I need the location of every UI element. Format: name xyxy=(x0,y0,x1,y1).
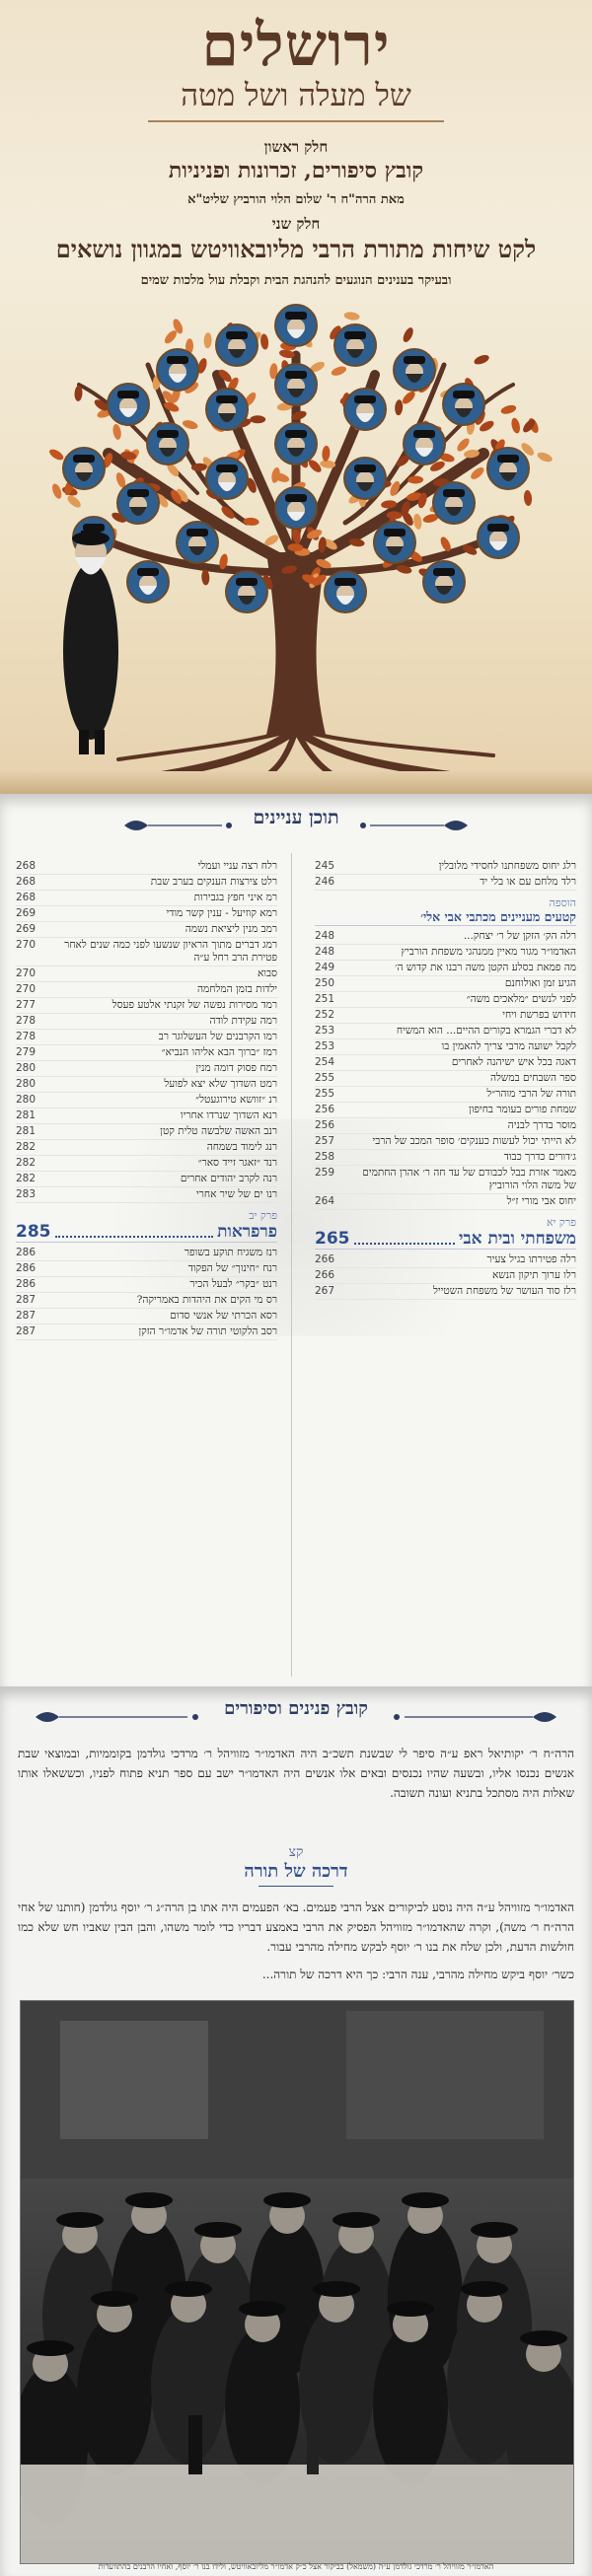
section-title: קטעים מעניינים מכתבי אבי אלי׳ xyxy=(420,909,576,924)
chapter-title: פרפראות xyxy=(217,1222,277,1242)
toc-right-column xyxy=(315,859,576,1300)
toc-entry-title: רלה פטירתו בגיל צעיר xyxy=(486,1253,576,1265)
toc-entry-title: הגיע זמן ואולוחנם xyxy=(504,977,576,989)
toc-entry-page: 280 xyxy=(16,1094,37,1106)
toc-entry-title: לפני לנשים ״מלאכים משה״ xyxy=(466,993,576,1005)
toc-entry-title: רמז ״ברוך הבא אליהו הנביא״ xyxy=(161,1046,277,1058)
toc-entry-page: 278 xyxy=(16,1015,37,1027)
toc-entry-page: 270 xyxy=(16,983,37,995)
toc-entry xyxy=(315,976,576,992)
toc-entry xyxy=(16,1324,277,1340)
table-cloth xyxy=(21,2465,573,2563)
toc-entry xyxy=(315,1150,576,1166)
toc-entry-page: 266 xyxy=(315,1253,335,1265)
toc-entry-page: 253 xyxy=(315,1040,335,1052)
toc-entry-title: רנב האשה שלבשה טלית קטן xyxy=(160,1125,277,1137)
portrait-medallion xyxy=(117,482,159,524)
story-paragraph: כשר׳ יוסף ביקש מחילה מהרבי, ענה הרבי: כך היא דרכה של תורה... xyxy=(261,1968,574,1981)
leaf xyxy=(473,353,490,366)
toc-entry-title: ילדות בזמן המלחמה xyxy=(196,983,277,995)
toc-entry-title: רלו ערוך תיקון הנשא xyxy=(491,1269,576,1281)
toc-entry xyxy=(16,1261,277,1277)
toc-entry xyxy=(315,1284,576,1300)
toc-entry xyxy=(16,1061,277,1077)
toc-entry-title: לא הייתי יכול לעשות כענקים׳ סופר המכב של הרבי xyxy=(372,1135,576,1147)
story-paragraph: הרה״ח ר׳ יקותיאל ראפ ע״ה סיפר לי שבשנת תשכ״ב היה האדמו״ר מזוויהל ר׳ מרדכי גולדמן בקוממיות, ובמוצאי שבת אנשים נכנסו אליו, ובשעה שהיו נכנסים ובאים אלו אנשים היה האדמו״ר ישב עם ספר תניא פתוח לפניו, וכששאלו אותו שאלות היה מסתכל בתניא ועונה תשובה. xyxy=(18,1747,574,1800)
toc-entry xyxy=(315,1268,576,1284)
chapter-heading xyxy=(315,1229,576,1250)
portrait-medallion xyxy=(275,364,317,405)
table-of-contents-page xyxy=(0,794,592,1686)
toc-entry-title: רנג לימוד בשמחה xyxy=(206,1141,277,1153)
toc-entry-title: רלה הק׳ הזקן של ר׳ יצחק... xyxy=(463,930,576,942)
toc-entry xyxy=(315,1039,576,1055)
toc-entry xyxy=(16,1156,277,1172)
toc-entry xyxy=(315,945,576,961)
toc-entry xyxy=(315,1166,576,1194)
toc-entry-title: רנה לקרב יהודים אחרים xyxy=(180,1173,277,1184)
toc-entry-page: 251 xyxy=(315,993,335,1005)
toc-entry xyxy=(16,966,277,982)
section-number: קצ xyxy=(288,1844,304,1860)
running-header: קובץ פנינים וסיפורים xyxy=(224,1698,368,1719)
leader-dots xyxy=(354,1233,455,1245)
toc-entry-title: דאגה בכל איש ישיהנה לאחרים xyxy=(451,1056,576,1068)
divider xyxy=(148,120,444,122)
toc-entry-page: 287 xyxy=(16,1310,37,1322)
toc-entry-page: 253 xyxy=(315,1025,335,1037)
toc-left-column xyxy=(16,859,277,1340)
toc-entry-page: 280 xyxy=(16,1078,37,1090)
toc-entry-title: סבוא xyxy=(257,967,277,979)
toc-entry-title: מה פמאת בסלע הקטן משה רבנו את קדוש ה׳ xyxy=(395,962,576,973)
story-page xyxy=(0,1686,592,2576)
leaf xyxy=(259,333,269,350)
toc-entry-title: רלט צירצות הענקים בערב שבת xyxy=(150,876,277,888)
toc-entry-title: רנז משגיח תוקע בשופר xyxy=(184,1247,277,1258)
toc-entry-page: 287 xyxy=(16,1325,37,1337)
toc-entry-title: רלד מלחם עם או בלי יד xyxy=(480,876,576,888)
cover-subtitle: של מעלה ושל מטה xyxy=(181,78,411,113)
toc-entry-title: האדמו״ר מגור מאיין ממנהגי משפחת הורביץ xyxy=(401,946,576,958)
section-title: דרכה של תורה xyxy=(244,1861,348,1882)
toc-entry-page: 286 xyxy=(16,1278,37,1290)
toc-entry xyxy=(315,1008,576,1024)
toc-entry xyxy=(315,1071,576,1087)
toc-entry-page: 257 xyxy=(315,1135,335,1147)
toc-entry-page: 256 xyxy=(315,1104,335,1115)
part2-label: חלק שני xyxy=(271,215,321,233)
chapter-heading xyxy=(16,1222,277,1243)
toc-entry-title: רנו ים של שיר אחרי xyxy=(195,1188,277,1200)
toc-entry-title: רסב הלקוטי תורה של אדמו״ר הזקן xyxy=(138,1325,277,1337)
toc-entry-title: רמב מנין ליציאת נשמה xyxy=(185,923,277,935)
toc-entry-title: רמא קוזיעל - ענין קשר מודי xyxy=(166,907,277,919)
toc-entry xyxy=(16,1077,277,1093)
toc-entry xyxy=(16,1014,277,1030)
portrait-medallion xyxy=(334,324,376,366)
historic-photograph xyxy=(20,2000,574,2564)
portrait-medallion xyxy=(275,305,317,346)
toc-entry xyxy=(315,1118,576,1134)
toc-entry-title: ספר השבחים במשלה xyxy=(489,1072,576,1084)
portrait-medallion xyxy=(108,384,149,425)
toc-entry-page: 268 xyxy=(16,876,37,888)
toc-entry-page: 250 xyxy=(315,977,335,989)
toc-title: תוכן עניינים xyxy=(253,807,339,828)
toc-entry xyxy=(16,1172,277,1187)
toc-entry xyxy=(16,875,277,891)
toc-entry-title: רנט ״בקר״ לבעל הכיר xyxy=(189,1278,277,1290)
toc-entry xyxy=(16,1093,277,1109)
leaf xyxy=(50,482,63,500)
toc-entry-page: 245 xyxy=(315,860,335,872)
bottle xyxy=(188,2415,202,2474)
toc-entry xyxy=(315,1087,576,1103)
leaf xyxy=(182,419,199,431)
part1-title: קובץ סיפורים, זכרונות ופניניות xyxy=(168,158,424,183)
toc-entry-page: 279 xyxy=(16,1046,37,1058)
leaf xyxy=(65,493,82,509)
portrait-medallion xyxy=(226,571,267,612)
toc-entry xyxy=(16,982,277,998)
toc-entry xyxy=(16,998,277,1014)
toc-entry-title: לקבל ישועה מרבי צריך להאמין בו xyxy=(441,1040,576,1052)
portrait-medallion xyxy=(216,324,258,366)
toc-entry-page: 264 xyxy=(315,1195,335,1207)
toc-entry-title: מאמר אזרת בבל לכבודם של עד חה ר׳ אהרן החתמים של משה הלוי הורוביץ xyxy=(362,1167,576,1191)
toc-entry-title: רמד מסירות נפשה של זקנתי אלטע פעסל xyxy=(111,999,277,1011)
chapter-label: פרק יא xyxy=(546,1216,576,1229)
toc-entry xyxy=(16,1187,277,1203)
toc-entry-page: 286 xyxy=(16,1262,37,1274)
column-divider xyxy=(291,853,292,1677)
toc-entry-title: רנ ״זוושא טירוגעטל״ xyxy=(195,1094,277,1106)
toc-entry-page: 255 xyxy=(315,1072,335,1084)
toc-entry-page: 258 xyxy=(315,1151,335,1163)
toc-entry xyxy=(315,929,576,945)
leaf xyxy=(523,490,532,507)
toc-entry-title: רסא הכרתי של אנשי סדום xyxy=(170,1310,277,1322)
portrait-medallion xyxy=(177,522,218,563)
leaf xyxy=(322,446,331,463)
toc-entry-title: רנא השדוך שנרדו אחריו xyxy=(180,1109,277,1121)
portrait-medallion xyxy=(275,423,317,465)
toc-entry xyxy=(16,1246,277,1261)
title-underline xyxy=(259,1886,333,1887)
leaf xyxy=(270,466,281,483)
toc-entry-page: 256 xyxy=(315,1119,335,1131)
portrait-medallion xyxy=(63,448,105,489)
leaf xyxy=(331,365,348,378)
toc-entry-title: לא דברי הגמרא בקורים ההיים... הוא המשיח xyxy=(396,1025,576,1037)
toc-entry-title: רמ איני חפץ בגבירות xyxy=(193,892,277,903)
toc-entry-title: תורה של הרבי מוהר״ל xyxy=(486,1088,576,1100)
toc-entry xyxy=(315,1194,576,1210)
toc-entry-title: רלז סוד העושר של משפחת השטייל xyxy=(432,1285,576,1297)
toc-entry xyxy=(16,1030,277,1045)
toc-entry-title: רנח ״חינוך״ של הפקוד xyxy=(187,1262,277,1274)
cover-title: ירושלים xyxy=(201,11,391,80)
toc-entry-title: רלח רצה עניי ועמלי xyxy=(197,860,277,872)
toc-entry-page: 267 xyxy=(315,1285,335,1297)
leaf xyxy=(395,399,404,416)
toc-entry xyxy=(16,906,277,922)
toc-entry-title: רס מי הקים את היהדות באמריקה? xyxy=(136,1294,277,1306)
portrait-medallion xyxy=(404,423,445,465)
toc-entry-page: 280 xyxy=(16,1062,37,1074)
toc-entry-page: 281 xyxy=(16,1109,37,1121)
toc-entry xyxy=(315,1024,576,1039)
toc-entry-page: 286 xyxy=(16,1247,37,1258)
toc-entry xyxy=(315,1252,576,1268)
toc-entry xyxy=(16,922,277,938)
section-label: הוספה xyxy=(549,896,576,909)
toc-entry-page: 283 xyxy=(16,1188,37,1200)
toc-entry-title: רמה עקידת לודה xyxy=(209,1015,277,1027)
toc-entry xyxy=(315,961,576,976)
section-heading xyxy=(315,909,576,926)
toc-entry-page: 266 xyxy=(315,1269,335,1281)
toc-entry-title: ג׳דורים כדרך כבוד xyxy=(503,1151,576,1163)
chapter-page: 285 xyxy=(16,1222,51,1242)
toc-entry-title: חידוש בפרשת ויחי xyxy=(502,1009,576,1021)
toc-entry-page: 281 xyxy=(16,1125,37,1137)
standing-rabbi-figure xyxy=(63,531,118,754)
leaf xyxy=(412,513,422,530)
bottle xyxy=(307,2425,319,2474)
toc-entry-page: 255 xyxy=(315,1088,335,1100)
leaf xyxy=(203,332,212,348)
toc-entry-page: 268 xyxy=(16,860,37,872)
toc-entry xyxy=(315,1055,576,1071)
portrait-medallion xyxy=(423,561,465,603)
toc-entry xyxy=(16,891,277,906)
toc-entry-page: 282 xyxy=(16,1141,37,1153)
toc-entry xyxy=(16,1293,277,1309)
toc-entry-page: 270 xyxy=(16,939,37,951)
portrait-medallion xyxy=(433,482,475,524)
leaf xyxy=(500,403,518,415)
author-line: מאת הרה"ח ר' שלום הלוי הורביץ שליט"א xyxy=(187,192,405,207)
toc-entry xyxy=(16,1124,277,1140)
portrait-medallion xyxy=(478,517,519,558)
toc-entry-page: 254 xyxy=(315,1056,335,1068)
toc-entry-title: רלג יחוס משפחתנו לחסידי מלובלין xyxy=(438,860,576,872)
portrait-medallion xyxy=(374,522,415,563)
leaf xyxy=(111,423,122,440)
leaf xyxy=(536,451,554,464)
toc-entry-page: 259 xyxy=(315,1167,335,1179)
toc-entry xyxy=(315,992,576,1008)
book-cover xyxy=(0,0,592,794)
toc-entry xyxy=(315,1103,576,1118)
portrait-medallion xyxy=(344,389,386,430)
toc-entry-page: 248 xyxy=(315,946,335,958)
toc-entry xyxy=(16,1277,277,1293)
toc-entry-page: 282 xyxy=(16,1173,37,1184)
toc-entry-page: 269 xyxy=(16,923,37,935)
toc-entry-page: 246 xyxy=(315,876,335,888)
toc-entry-page: 278 xyxy=(16,1031,37,1042)
cover-bottom-edge xyxy=(0,771,592,794)
toc-entry-title: רמח פסוק דומה מנין xyxy=(195,1062,277,1074)
toc-entry xyxy=(16,938,277,966)
toc-entry-title: רנד ״זאגר זייד סאר״ xyxy=(197,1157,277,1169)
toc-entry xyxy=(315,875,576,891)
portrait-medallion xyxy=(443,384,484,425)
toc-entry-page: 270 xyxy=(16,967,37,979)
toc-entry-page: 269 xyxy=(16,907,37,919)
leaf xyxy=(250,415,265,423)
toc-entry xyxy=(16,1140,277,1156)
part2-note: ובעיקר בענינים הנוגעים להנהגת הבית וקבלת עול מלכות שמים xyxy=(140,273,452,288)
leader-dots xyxy=(55,1226,214,1238)
toc-entry-title: רמו הקרבנים של העשלוגר רב xyxy=(158,1031,277,1042)
chapter-label: פרק יב xyxy=(249,1209,277,1222)
toc-entry-page: 248 xyxy=(315,930,335,942)
toc-entry-page: 287 xyxy=(16,1294,37,1306)
chapter-page: 265 xyxy=(315,1229,350,1249)
toc-entry-title: רמג דברים מתוך הראיון שנשעו לפני כמה שנים לאחר פטירת הרב רחל ע״ה xyxy=(64,939,277,964)
toc-entry xyxy=(16,859,277,875)
leaf xyxy=(47,447,65,462)
toc-entry-page: 282 xyxy=(16,1157,37,1169)
portrait-medallion xyxy=(275,487,317,529)
toc-entry-title: מוסר בדרך לבניה xyxy=(507,1119,576,1131)
portrait-medallion xyxy=(127,561,169,603)
part1-label: חלק ראשון xyxy=(263,138,329,156)
part2-title: לקט שיחות מתורת הרבי מליובאוויטש במגוון נושאים xyxy=(55,235,537,263)
portrait-medallion xyxy=(487,448,529,489)
photo-caption: האדמו״ר מזוויהל ר׳ מרדכי גולדמן ע״ה (משמאל) בביקור אצל כ״ק אדמו״ר מליובאוויטש, ולידו בנו ר׳ יוסף, ואחיו הרבנים בהתוועדות xyxy=(98,2562,494,2571)
toc-entry xyxy=(315,859,576,875)
toc-entry xyxy=(16,1109,277,1124)
leaf xyxy=(402,326,415,344)
portrait-medallion xyxy=(206,458,248,499)
leaf xyxy=(401,390,417,406)
portrait-medallion xyxy=(147,423,188,465)
portrait-medallion xyxy=(157,349,198,391)
family-tree-illustration xyxy=(0,296,592,794)
toc-entry xyxy=(16,1045,277,1061)
toc-entry-page: 252 xyxy=(315,1009,335,1021)
toc-entry-page: 268 xyxy=(16,892,37,903)
portrait-medallion xyxy=(206,389,248,430)
portrait-medallion xyxy=(325,571,366,612)
toc-entry-title: יחוס אבי מורי ז״ל xyxy=(506,1195,576,1207)
toc-entry-page: 277 xyxy=(16,999,37,1011)
toc-entry xyxy=(315,1134,576,1150)
toc-entry-page: 249 xyxy=(315,962,335,973)
leaf xyxy=(201,569,210,585)
toc-entry-title: שמחת פורים בעומר בחיפון xyxy=(469,1104,576,1115)
toc-entry-title: רמט השדוך שלא יצא לפועל xyxy=(164,1078,277,1090)
story-paragraph: האדמו״ר מזוויהל ע״ה היה נוסע לביקורים אצל הרבי פעמים. בא׳ הפעמים היה אתו בן הרה״ג ר׳ יוסף גולדמן (חותנו של אחי הרה״ח ר׳ משה), וקרה שהאדמו״ר מזוויהל הפסיק את הרבי באמצע דבריו כדי לומר משהו, והבן הבין שאביו חש שלא כמו חולשות הדעת, ולכן שלח את בנו ר׳ יוסף לבקש מחילה מהרבי עבור. xyxy=(18,1900,574,1954)
portrait-medallion xyxy=(344,458,386,499)
portrait-medallion xyxy=(394,349,435,391)
chapter-title: משפחתי ובית אבי xyxy=(458,1229,576,1249)
leaf xyxy=(343,311,360,321)
leaf xyxy=(510,417,521,434)
toc-entry xyxy=(16,1309,277,1324)
